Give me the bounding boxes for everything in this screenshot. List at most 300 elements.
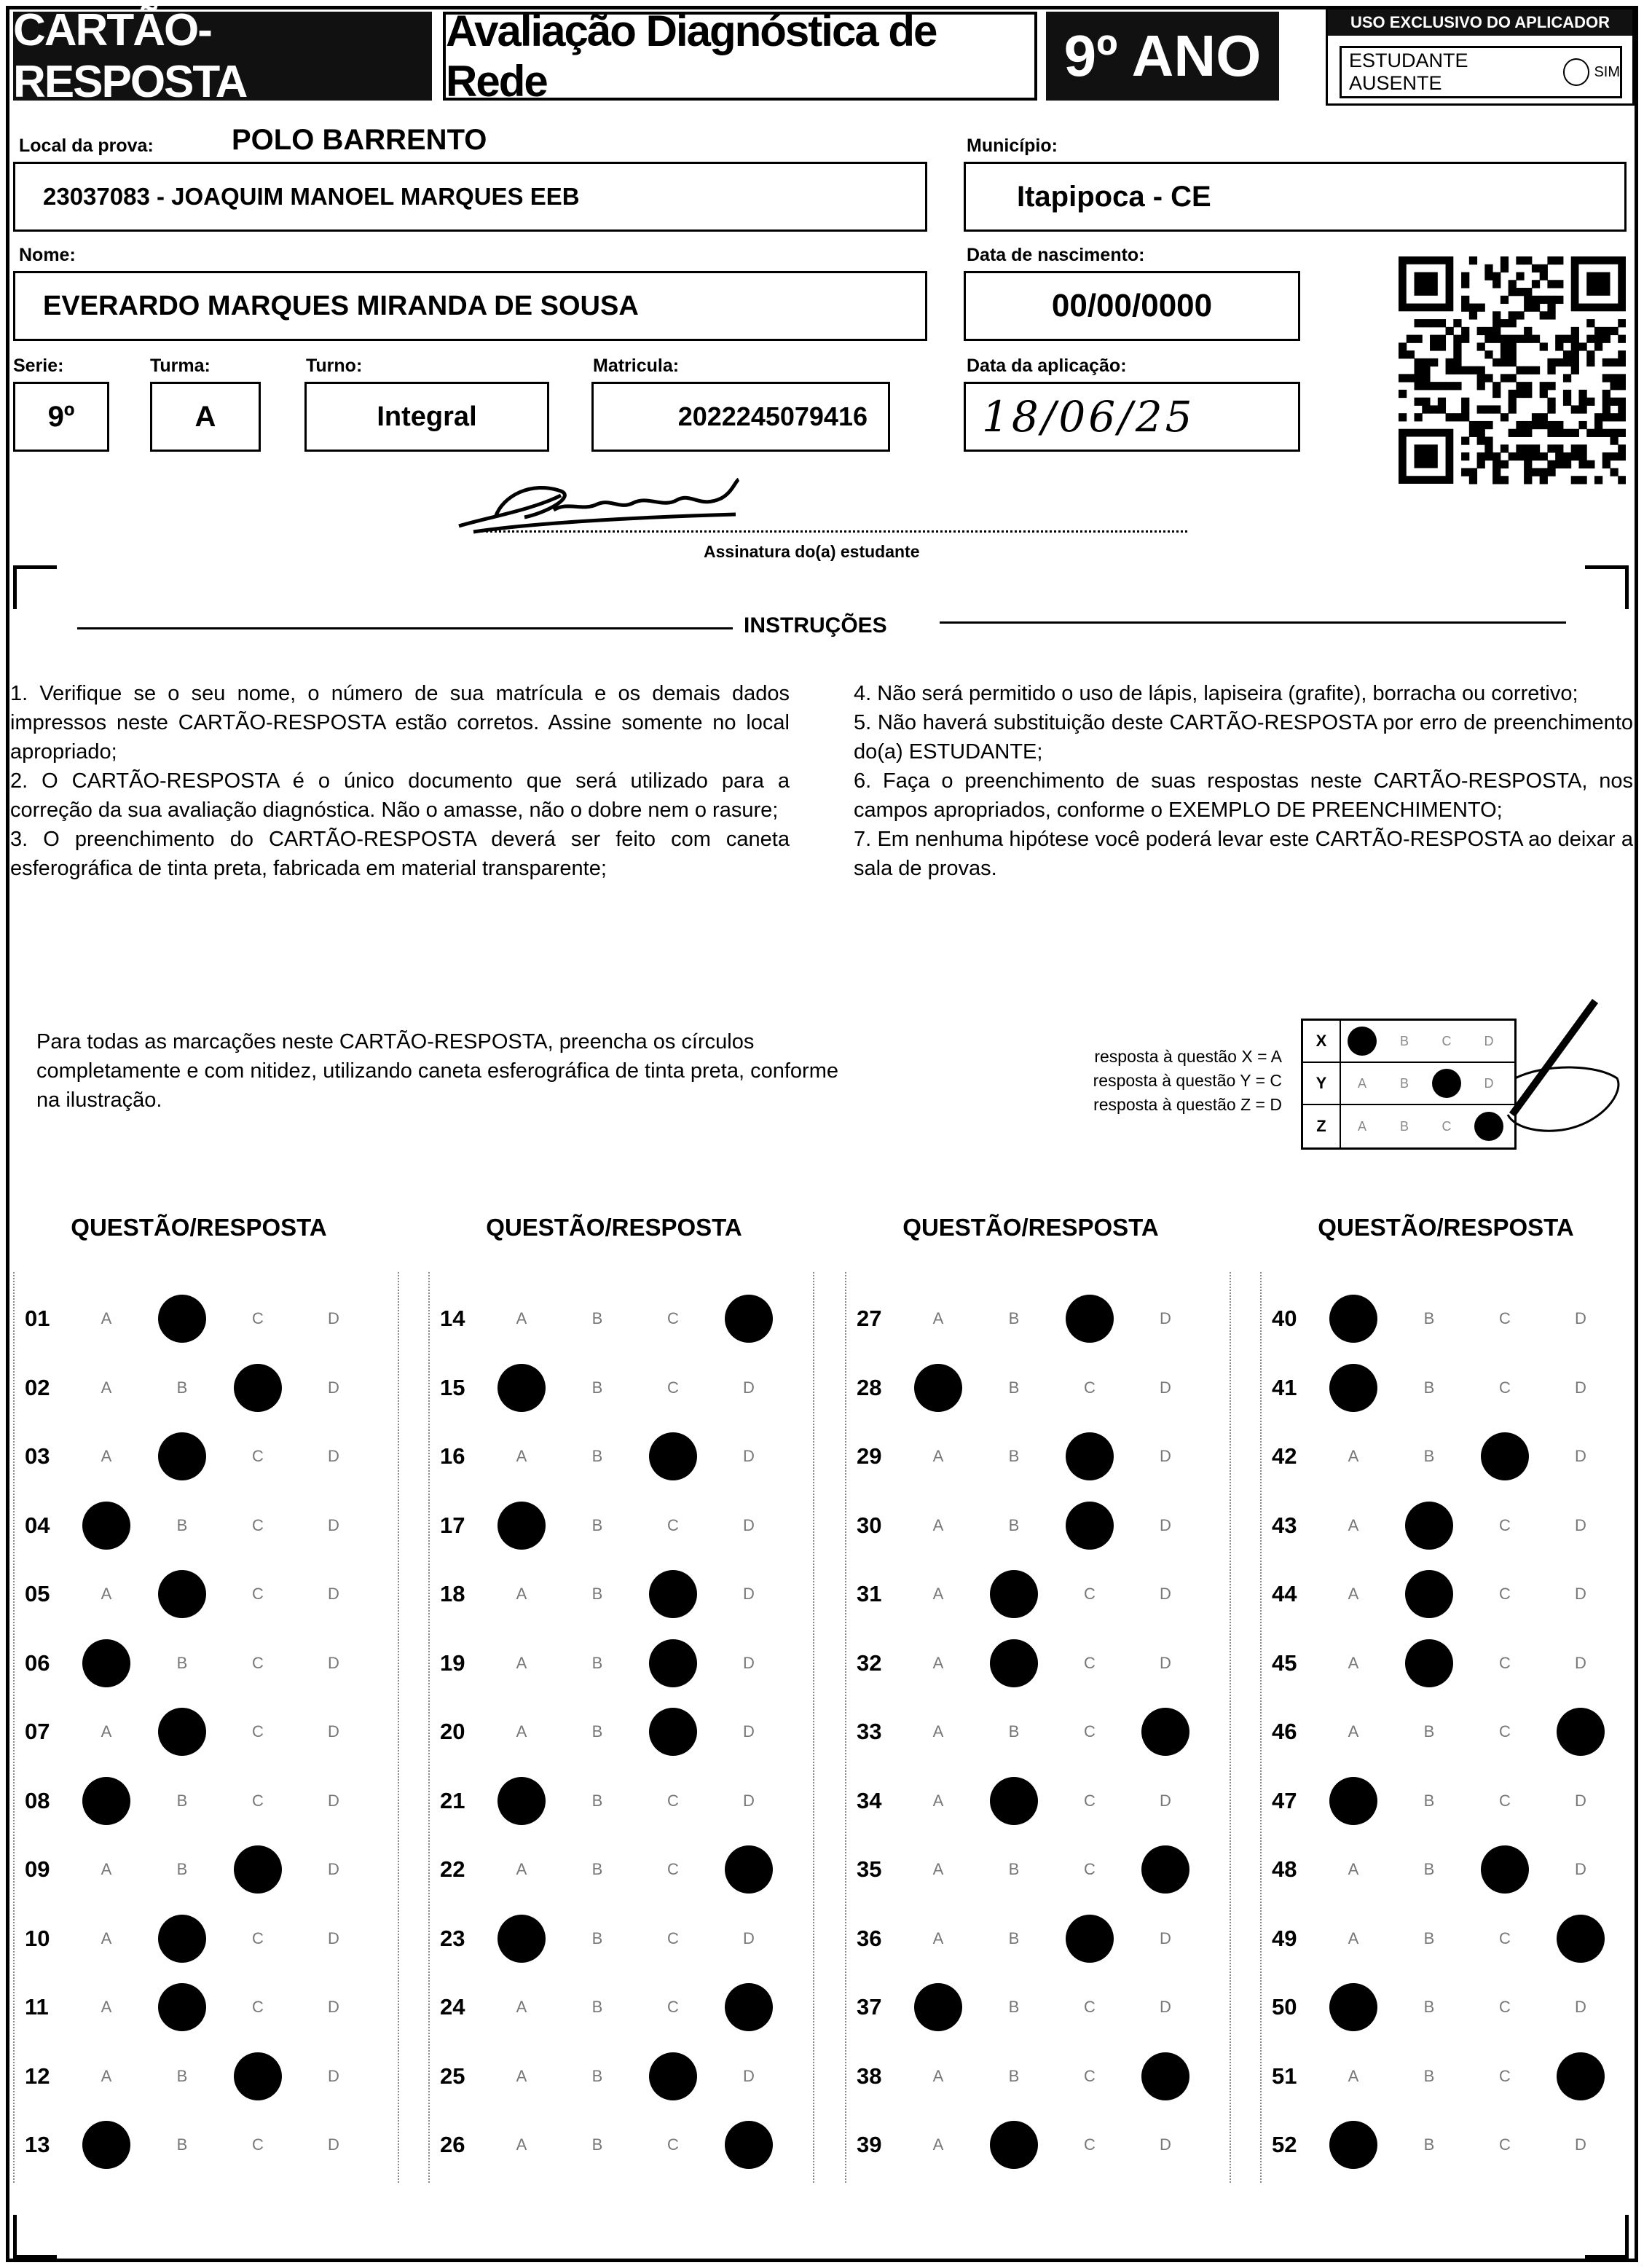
answer-option-c[interactable] <box>1467 1917 1543 1961</box>
answer-option-a[interactable] <box>1315 1985 1391 2029</box>
answer-option-a[interactable] <box>1315 1917 1391 1961</box>
answer-option-b[interactable] <box>559 1435 635 1478</box>
answer-option-b[interactable] <box>144 1779 220 1823</box>
answer-option-b[interactable] <box>144 1572 220 1616</box>
qr-module <box>1477 452 1485 460</box>
answer-option-a[interactable] <box>1315 1297 1391 1341</box>
answer-option-d[interactable] <box>1128 1917 1203 1961</box>
answer-option-a[interactable] <box>900 1435 976 1478</box>
bubble-letter: A <box>101 1928 112 1947</box>
answer-option-a[interactable] <box>484 2123 559 2167</box>
answer-option-a[interactable] <box>68 1710 144 1754</box>
answer-option-b[interactable] <box>559 1641 635 1685</box>
answer-option-d[interactable] <box>711 2123 787 2167</box>
answer-option-a[interactable] <box>484 1779 559 1823</box>
answer-option-b[interactable] <box>559 1504 635 1547</box>
qr-module <box>1540 296 1548 304</box>
answer-option-d[interactable] <box>296 1435 371 1478</box>
answer-option-d[interactable] <box>296 1985 371 2029</box>
answer-option-d[interactable] <box>296 2055 371 2098</box>
answer-option-c[interactable] <box>1052 2123 1128 2167</box>
qr-module <box>1399 350 1407 358</box>
answer-option-d[interactable] <box>296 1641 371 1685</box>
answer-option-d[interactable] <box>711 1297 787 1341</box>
answer-option-d[interactable] <box>1128 1435 1203 1478</box>
answer-option-a[interactable] <box>1315 1848 1391 1891</box>
answer-option-c[interactable] <box>1467 1641 1543 1685</box>
qr-module <box>1516 429 1524 437</box>
qr-module <box>1407 335 1415 343</box>
answer-option-b[interactable] <box>559 1917 635 1961</box>
answer-option-c[interactable] <box>220 1435 296 1478</box>
answer-option-b[interactable] <box>1391 1848 1467 1891</box>
answer-option-b[interactable] <box>976 1504 1052 1547</box>
answer-option-a[interactable] <box>484 1985 559 2029</box>
answer-option-a[interactable] <box>900 1572 976 1616</box>
answer-row <box>857 1710 1203 1754</box>
answer-option-b[interactable] <box>1391 1572 1467 1616</box>
qr-module <box>1446 358 1454 366</box>
qr-module <box>1509 350 1517 358</box>
qr-module <box>1461 366 1469 374</box>
answer-option-a[interactable] <box>900 1917 976 1961</box>
answer-option-c[interactable] <box>1467 1779 1543 1823</box>
qr-module <box>1509 342 1517 350</box>
qr-module <box>1492 405 1501 413</box>
qr-module <box>1461 413 1469 421</box>
answer-option-c[interactable] <box>635 2055 711 2098</box>
answer-option-c[interactable] <box>1052 1572 1128 1616</box>
answer-option-c[interactable] <box>1052 1366 1128 1410</box>
answer-option-c[interactable] <box>1467 1297 1543 1341</box>
answer-option-c[interactable] <box>1052 1848 1128 1891</box>
qr-module <box>1540 342 1548 350</box>
answer-option-c[interactable] <box>220 2055 296 2098</box>
answer-option-c[interactable] <box>220 1848 296 1891</box>
answer-option-d[interactable] <box>1543 1710 1619 1754</box>
answer-option-b[interactable] <box>144 1297 220 1341</box>
answer-option-c[interactable] <box>1467 2123 1543 2167</box>
qr-module <box>1547 280 1555 288</box>
answer-option-b[interactable] <box>559 1985 635 2029</box>
qr-module <box>1547 366 1555 374</box>
qr-module <box>1477 382 1485 390</box>
bubble-letter: D <box>1160 1791 1171 1810</box>
qr-module <box>1578 452 1586 460</box>
answer-option-c[interactable] <box>635 1710 711 1754</box>
answer-option-c[interactable] <box>1467 1710 1543 1754</box>
answer-option-a[interactable] <box>68 2055 144 2098</box>
bubble-letter: A <box>932 1515 944 1534</box>
answer-option-d[interactable] <box>711 1572 787 1616</box>
qr-module <box>1484 264 1492 272</box>
answer-option-c[interactable] <box>635 1297 711 1341</box>
question-number: 18 <box>440 1581 465 1606</box>
question-number: 48 <box>1272 1856 1297 1882</box>
answer-option-c[interactable] <box>1052 1917 1128 1961</box>
answer-option-d[interactable] <box>1543 1435 1619 1478</box>
answer-option-d[interactable] <box>711 1641 787 1685</box>
qr-module <box>1477 327 1485 335</box>
answer-option-a[interactable] <box>900 1366 976 1410</box>
filled-bubble <box>1405 1570 1453 1618</box>
answer-option-d[interactable] <box>711 2055 787 2098</box>
qr-module <box>1509 405 1517 413</box>
answer-option-a[interactable] <box>484 1848 559 1891</box>
answer-option-a[interactable] <box>68 1848 144 1891</box>
answer-option-a[interactable] <box>484 1572 559 1616</box>
answer-option-d[interactable] <box>1543 1504 1619 1547</box>
answer-option-d[interactable] <box>296 1297 371 1341</box>
answer-row <box>25 1917 371 1961</box>
answer-option-b[interactable] <box>559 1366 635 1410</box>
answer-option-d[interactable] <box>711 1779 787 1823</box>
answer-option-d[interactable] <box>1543 1985 1619 2029</box>
answer-option-c[interactable] <box>220 1779 296 1823</box>
question-number: 22 <box>440 1856 465 1882</box>
question-number: 11 <box>25 1994 49 2020</box>
answer-option-c[interactable] <box>220 1504 296 1547</box>
bubble-letter: D <box>743 1791 755 1810</box>
qr-module <box>1563 429 1571 437</box>
answer-option-c[interactable] <box>1052 1985 1128 2029</box>
answer-option-b[interactable] <box>1391 1641 1467 1685</box>
answer-option-c[interactable] <box>220 1710 296 1754</box>
answer-option-b[interactable] <box>1391 2055 1467 2098</box>
answer-option-a[interactable] <box>68 1435 144 1478</box>
answer-option-a[interactable] <box>900 1848 976 1891</box>
answer-option-b[interactable] <box>1391 1504 1467 1547</box>
answer-option-b[interactable] <box>144 1710 220 1754</box>
answer-option-a[interactable] <box>68 1572 144 1616</box>
answer-option-a[interactable] <box>1315 1366 1391 1410</box>
answer-option-b[interactable] <box>1391 1985 1467 2029</box>
question-number: 45 <box>1272 1649 1297 1676</box>
answer-option-a[interactable] <box>484 1641 559 1685</box>
absent-option: SIM <box>1594 63 1620 80</box>
answer-row <box>1272 1917 1619 1961</box>
answer-option-d[interactable] <box>296 1710 371 1754</box>
answer-option-a[interactable] <box>68 2123 144 2167</box>
answer-option-c[interactable] <box>220 1985 296 2029</box>
qr-module <box>1555 358 1563 366</box>
answer-option-d[interactable] <box>1128 1366 1203 1410</box>
answer-option-b[interactable] <box>144 1917 220 1961</box>
answer-option-a[interactable] <box>1315 1572 1391 1616</box>
answer-option-c[interactable] <box>1467 1504 1543 1547</box>
answer-option-c[interactable] <box>1052 1297 1128 1341</box>
answer-option-c[interactable] <box>1467 1435 1543 1478</box>
matricula-field <box>591 382 890 452</box>
answer-option-d[interactable] <box>711 1917 787 1961</box>
answer-option-d[interactable] <box>1543 1848 1619 1891</box>
qr-module <box>1524 296 1532 304</box>
answer-option-a[interactable] <box>68 1779 144 1823</box>
answer-option-c[interactable] <box>1052 1779 1128 1823</box>
answer-option-b[interactable] <box>976 1435 1052 1478</box>
answer-option-a[interactable] <box>1315 1641 1391 1685</box>
answer-option-b[interactable] <box>1391 1779 1467 1823</box>
answer-option-a[interactable] <box>1315 1435 1391 1478</box>
answer-option-d[interactable] <box>1543 1779 1619 1823</box>
answer-option-b[interactable] <box>144 1366 220 1410</box>
bubble-letter: A <box>101 1585 112 1603</box>
answer-option-c[interactable] <box>220 1572 296 1616</box>
question-number: 21 <box>440 1787 465 1813</box>
answer-option-d[interactable] <box>1128 2055 1203 2098</box>
answer-option-b[interactable] <box>976 1985 1052 2029</box>
qr-module <box>1571 444 1579 452</box>
answer-option-b[interactable] <box>976 1572 1052 1616</box>
answer-option-a[interactable] <box>68 1641 144 1685</box>
answer-option-c[interactable] <box>635 1504 711 1547</box>
qr-module <box>1509 280 1517 288</box>
answer-option-c[interactable] <box>1052 1435 1128 1478</box>
bubble-letter: C <box>667 2135 679 2154</box>
qr-module <box>1430 319 1438 327</box>
answer-option-b[interactable] <box>976 1917 1052 1961</box>
qr-module <box>1492 327 1501 335</box>
answer-option-d[interactable] <box>1128 2123 1203 2167</box>
bubble-letter: A <box>1348 2066 1359 2085</box>
answer-option-c[interactable] <box>220 2123 296 2167</box>
answer-option-a[interactable] <box>1315 1710 1391 1754</box>
answer-option-b[interactable] <box>144 1985 220 2029</box>
answer-option-b[interactable] <box>1391 1710 1467 1754</box>
qr-module <box>1532 366 1540 374</box>
answer-option-a[interactable] <box>484 2055 559 2098</box>
bubble-letter: D <box>1160 2135 1171 2154</box>
answer-option-d[interactable] <box>1543 1641 1619 1685</box>
answer-option-a[interactable] <box>484 1366 559 1410</box>
answer-option-d[interactable] <box>296 1779 371 1823</box>
qr-module <box>1540 272 1548 280</box>
answer-option-d[interactable] <box>1128 1641 1203 1685</box>
answer-option-d[interactable] <box>1128 1297 1203 1341</box>
example-option <box>1341 1027 1383 1056</box>
answer-option-d[interactable] <box>296 1572 371 1616</box>
answer-row <box>440 1985 787 2029</box>
filled-bubble <box>649 2052 697 2100</box>
bubble-letter: D <box>328 1722 339 1741</box>
answer-option-b[interactable] <box>144 2055 220 2098</box>
answer-option-c[interactable] <box>1467 2055 1543 2098</box>
matricula-label: Matricula: <box>593 356 680 376</box>
school-field <box>13 162 927 232</box>
answer-option-d[interactable] <box>711 1435 787 1478</box>
answer-option-d[interactable] <box>1128 1572 1203 1616</box>
example-row-label: Z <box>1303 1105 1341 1147</box>
answer-option-c[interactable] <box>220 1366 296 1410</box>
answer-option-a[interactable] <box>1315 1779 1391 1823</box>
answer-option-c[interactable] <box>220 1297 296 1341</box>
answer-option-c[interactable] <box>1052 1710 1128 1754</box>
answer-option-a[interactable] <box>900 1710 976 1754</box>
qr-module <box>1477 421 1485 429</box>
filled-bubble <box>1481 1432 1529 1480</box>
qr-module <box>1602 429 1610 437</box>
example-legend <box>947 1045 1282 1117</box>
answer-option-d[interactable] <box>296 1366 371 1410</box>
answer-option-c[interactable] <box>1052 1641 1128 1685</box>
answer-option-b[interactable] <box>144 1848 220 1891</box>
qr-module <box>1618 444 1626 452</box>
answer-option-a[interactable] <box>484 1504 559 1547</box>
answer-option-c[interactable] <box>1052 2055 1128 2098</box>
question-number: 12 <box>25 2063 50 2089</box>
answer-option-b[interactable] <box>976 1779 1052 1823</box>
answer-option-d[interactable] <box>711 1710 787 1754</box>
answer-option-c[interactable] <box>635 1366 711 1410</box>
answer-option-b[interactable] <box>559 1297 635 1341</box>
absent-bubble[interactable] <box>1563 58 1590 86</box>
qr-module <box>1415 319 1423 327</box>
answer-option-b[interactable] <box>976 1297 1052 1341</box>
qr-module <box>1501 476 1509 484</box>
serie-label: Serie: <box>13 356 64 376</box>
answer-option-d[interactable] <box>296 1917 371 1961</box>
qr-module <box>1540 452 1548 460</box>
answer-option-b[interactable] <box>1391 1917 1467 1961</box>
answer-option-d[interactable] <box>1543 2123 1619 2167</box>
answer-option-d[interactable] <box>1128 1779 1203 1823</box>
answer-option-d[interactable] <box>711 1366 787 1410</box>
answer-option-a[interactable] <box>68 1985 144 2029</box>
bubble-letter: A <box>932 1791 944 1810</box>
qr-module <box>1492 476 1501 484</box>
answer-option-c[interactable] <box>635 1917 711 1961</box>
answer-option-d[interactable] <box>1128 1848 1203 1891</box>
answer-option-b[interactable] <box>559 2055 635 2098</box>
qr-module <box>1547 304 1555 312</box>
answer-option-b[interactable] <box>976 1366 1052 1410</box>
qr-module <box>1586 350 1594 358</box>
answer-option-a[interactable] <box>68 1917 144 1961</box>
answer-option-c[interactable] <box>220 1917 296 1961</box>
question-number: 26 <box>440 2132 465 2157</box>
qr-module <box>1415 374 1423 382</box>
answer-option-b[interactable] <box>144 1504 220 1547</box>
answer-option-d[interactable] <box>1543 1917 1619 1961</box>
bubble-letter: D <box>743 1928 755 1947</box>
corner-mark-bottom-right <box>1585 2215 1629 2259</box>
answer-option-c[interactable] <box>1052 1504 1128 1547</box>
example-line-z: resposta à questão Z = D <box>1093 1095 1282 1114</box>
answer-option-b[interactable] <box>976 2055 1052 2098</box>
question-number: 47 <box>1272 1787 1297 1813</box>
answer-option-c[interactable] <box>1467 1572 1543 1616</box>
answer-option-b[interactable] <box>1391 1435 1467 1478</box>
answer-option-d[interactable] <box>711 1848 787 1891</box>
answer-option-d[interactable] <box>1543 1366 1619 1410</box>
answer-option-c[interactable] <box>635 1435 711 1478</box>
answer-option-c[interactable] <box>220 1641 296 1685</box>
answer-option-d[interactable] <box>1128 1710 1203 1754</box>
answer-option-b[interactable] <box>1391 2123 1467 2167</box>
answer-option-a[interactable] <box>68 1504 144 1547</box>
answer-option-a[interactable] <box>68 1366 144 1410</box>
answer-option-c[interactable] <box>635 1641 711 1685</box>
answer-option-b[interactable] <box>559 1779 635 1823</box>
answer-option-c[interactable] <box>635 2123 711 2167</box>
answer-option-d[interactable] <box>296 2123 371 2167</box>
bubble-letter: C <box>1084 1722 1096 1741</box>
answer-row <box>1272 2055 1619 2098</box>
answer-option-a[interactable] <box>484 1917 559 1961</box>
answer-option-a[interactable] <box>1315 2123 1391 2167</box>
answer-option-b[interactable] <box>559 1710 635 1754</box>
answer-option-a[interactable] <box>900 2123 976 2167</box>
answer-option-b[interactable] <box>976 1710 1052 1754</box>
answer-option-c[interactable] <box>635 1779 711 1823</box>
answer-option-b[interactable] <box>559 2123 635 2167</box>
answer-option-a[interactable] <box>1315 1504 1391 1547</box>
qr-module <box>1524 460 1532 468</box>
answer-option-d[interactable] <box>296 1504 371 1547</box>
question-number: 52 <box>1272 2132 1297 2157</box>
answer-option-b[interactable] <box>1391 1297 1467 1341</box>
answer-option-b[interactable] <box>144 1641 220 1685</box>
answer-option-d[interactable] <box>1543 1297 1619 1341</box>
filled-bubble <box>82 2121 130 2169</box>
answer-option-a[interactable] <box>900 2055 976 2098</box>
qr-module <box>1461 280 1469 288</box>
answer-option-a[interactable] <box>68 1297 144 1341</box>
answer-option-b[interactable] <box>144 1435 220 1478</box>
grade-title: 9º ANO <box>1046 12 1279 101</box>
qr-code-graphic <box>1399 256 1626 487</box>
question-number: 38 <box>857 2063 882 2089</box>
answer-option-c[interactable] <box>1467 1985 1543 2029</box>
answer-option-c[interactable] <box>1467 1848 1543 1891</box>
qr-module <box>1446 327 1454 335</box>
bubble-letter: C <box>252 1928 264 1947</box>
answer-option-d[interactable] <box>1543 1572 1619 1616</box>
answer-option-c[interactable] <box>1467 1366 1543 1410</box>
answer-option-a[interactable] <box>484 1710 559 1754</box>
answer-option-d[interactable] <box>711 1504 787 1547</box>
answer-option-a[interactable] <box>900 1504 976 1547</box>
answer-option-b[interactable] <box>144 2123 220 2167</box>
bubble-letter: A <box>932 1860 944 1878</box>
answer-option-a[interactable] <box>1315 2055 1391 2098</box>
answer-option-a[interactable] <box>900 1641 976 1685</box>
answer-option-d[interactable] <box>1543 2055 1619 2098</box>
answer-option-c[interactable] <box>635 1572 711 1616</box>
answer-option-b[interactable] <box>976 2123 1052 2167</box>
answer-option-a[interactable] <box>484 1435 559 1478</box>
qr-module <box>1509 311 1517 319</box>
answer-option-b[interactable] <box>976 1848 1052 1891</box>
answer-option-b[interactable] <box>559 1848 635 1891</box>
question-number: 04 <box>25 1512 50 1538</box>
answer-option-b[interactable] <box>559 1572 635 1616</box>
answer-option-d[interactable] <box>296 1848 371 1891</box>
qr-module <box>1555 421 1563 429</box>
answer-option-d[interactable] <box>711 1985 787 2029</box>
answer-option-b[interactable] <box>1391 1366 1467 1410</box>
answer-option-a[interactable] <box>900 1779 976 1823</box>
answer-option-c[interactable] <box>635 1985 711 2029</box>
filled-bubble <box>234 1364 282 1412</box>
answer-option-c[interactable] <box>635 1848 711 1891</box>
answer-option-a[interactable] <box>900 1985 976 2029</box>
answer-option-d[interactable] <box>1128 1985 1203 2029</box>
answer-option-a[interactable] <box>484 1297 559 1341</box>
answer-option-a[interactable] <box>900 1297 976 1341</box>
answer-option-d[interactable] <box>1128 1504 1203 1547</box>
answer-option-b[interactable] <box>976 1641 1052 1685</box>
